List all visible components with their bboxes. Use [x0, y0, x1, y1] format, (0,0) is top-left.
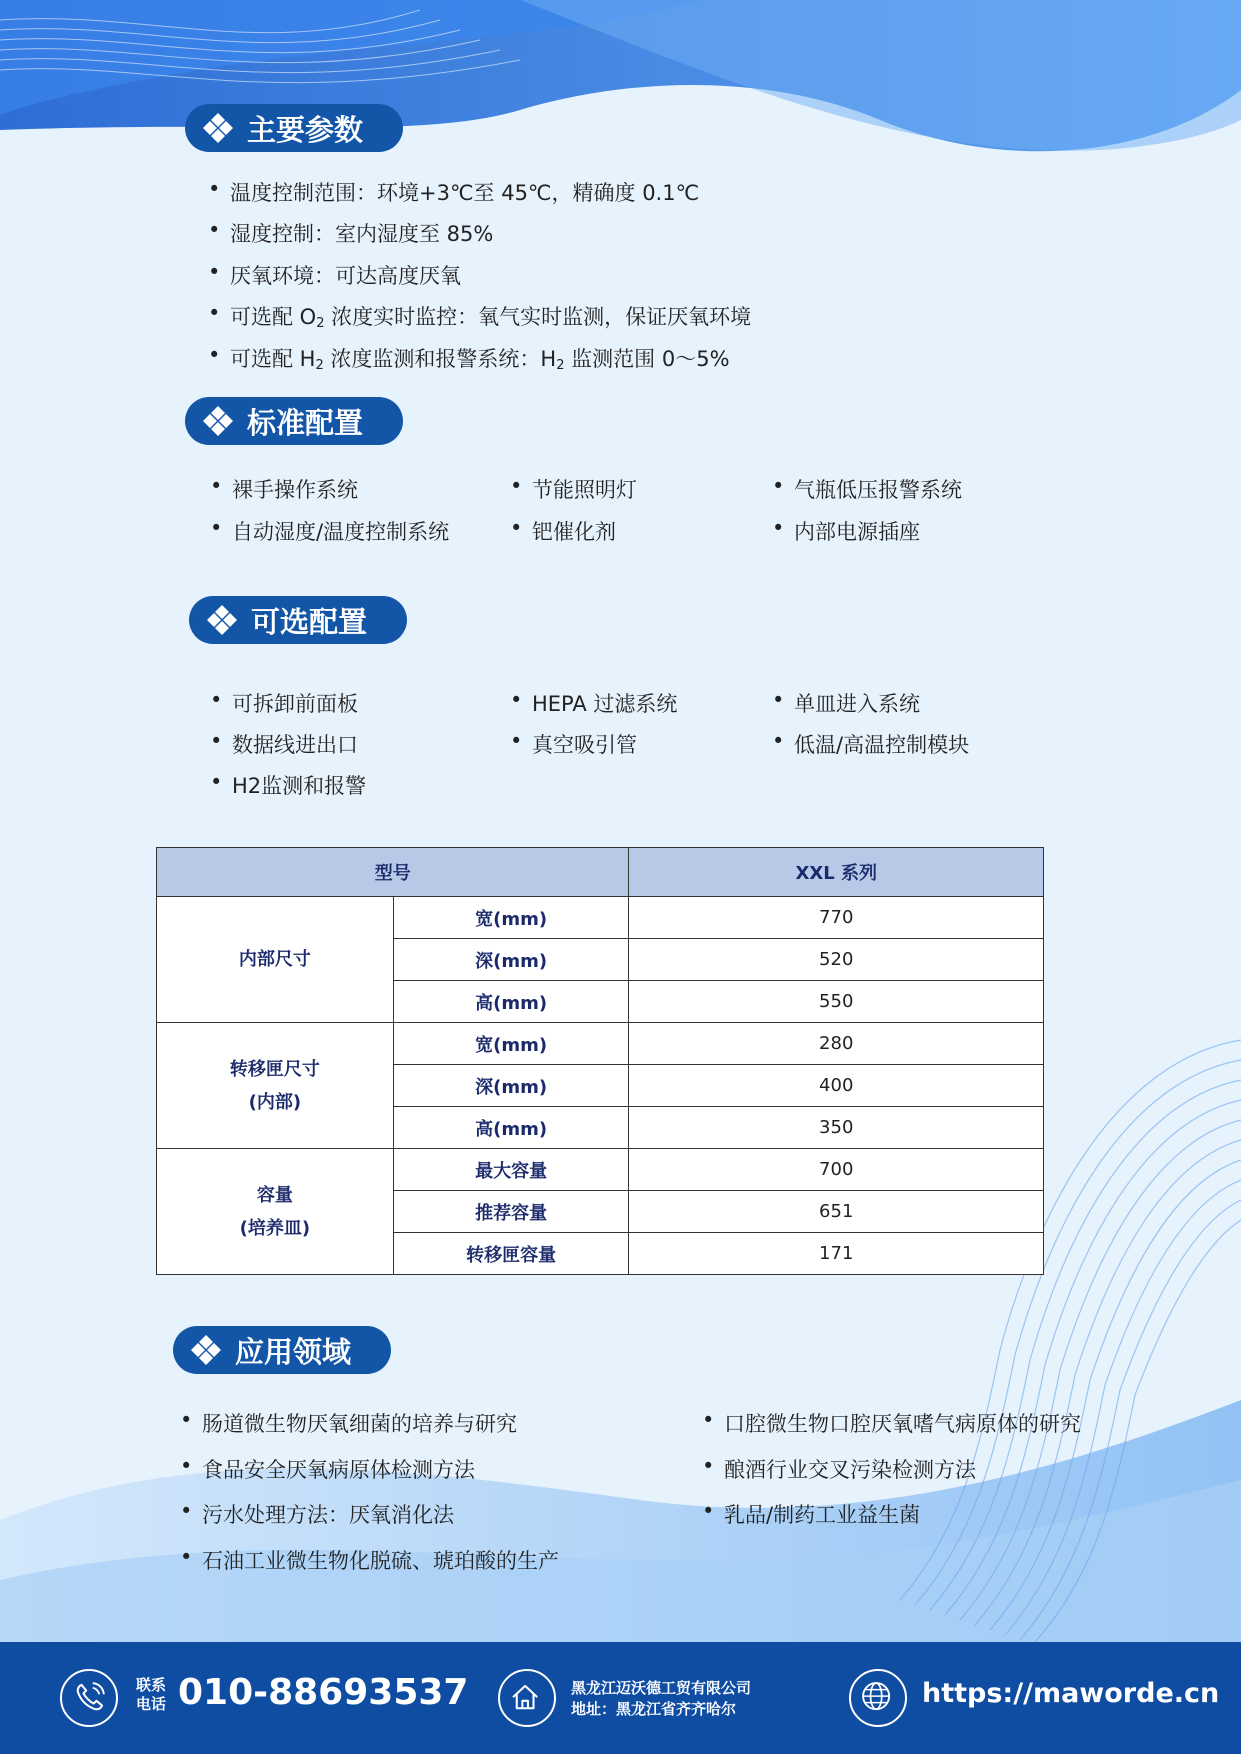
list-item: • 节能照明灯: [510, 474, 637, 504]
diamond-icon: [201, 111, 235, 145]
row-label: 高(mm): [393, 1107, 629, 1149]
list-item: • 真空吸引管: [510, 729, 637, 759]
list-item: • 裸手操作系统: [210, 474, 358, 504]
group-label: 转移匣尺寸 (内部): [157, 1023, 394, 1149]
section-title-text: 可选配置: [251, 604, 368, 639]
list-item: • 自动湿度/温度控制系统: [210, 516, 449, 546]
row-label: 推荐容量: [393, 1191, 629, 1233]
phone-number: 010-88693537: [178, 1672, 469, 1713]
list-item: • HEPA 过滤系统: [510, 688, 677, 718]
table-row: [157, 1149, 1044, 1191]
section-title-applications: [173, 1326, 391, 1374]
table-header-row: [157, 848, 1044, 897]
row-value: 700: [629, 1149, 1044, 1191]
spec-table: [156, 847, 1044, 1275]
diamond-icon: [189, 1333, 223, 1367]
contact-label: 联系 电话: [136, 1676, 167, 1713]
section-title-text: 应用领域: [235, 1334, 352, 1369]
table-row: [157, 897, 1044, 939]
list-item: • 气瓶低压报警系统: [772, 474, 962, 504]
row-value: 171: [629, 1233, 1044, 1275]
header-model: 型号: [157, 848, 629, 897]
row-label: 深(mm): [393, 1065, 629, 1107]
diamond-icon: [205, 603, 239, 637]
globe-icon: [849, 1669, 907, 1727]
row-label: 转移匣容量: [393, 1233, 629, 1275]
row-value: 770: [629, 897, 1044, 939]
list-item: • 单皿进入系统: [772, 688, 920, 718]
group-label: 内部尺寸: [157, 897, 394, 1023]
section-title-standard: [185, 397, 403, 445]
list-item: • 内部电源插座: [772, 516, 920, 546]
list-item: • 低温/高温控制模块: [772, 729, 969, 759]
phone-icon: [60, 1669, 118, 1727]
list-item: • 可拆卸前面板: [210, 688, 358, 718]
footer: [0, 1642, 1241, 1754]
list-item: • 厌氧环境：可达高度厌氧: [208, 260, 461, 290]
row-label: 深(mm): [393, 939, 629, 981]
row-label: 高(mm): [393, 981, 629, 1023]
section-title-params: [185, 104, 403, 152]
row-value: 400: [629, 1065, 1044, 1107]
row-value: 520: [629, 939, 1044, 981]
list-item: • 酿酒行业交叉污染检测方法: [702, 1454, 976, 1484]
diamond-icon: [201, 404, 235, 438]
list-item: • 数据线进出口: [210, 729, 358, 759]
home-icon: [498, 1669, 556, 1727]
section-title-text: 标准配置: [247, 405, 364, 440]
section-title-optional: [189, 596, 407, 644]
list-item: • 湿度控制：室内湿度至 85%: [208, 218, 493, 248]
list-item: • 温度控制范围：环境+3℃至 45℃，精确度 0.1℃: [208, 177, 699, 207]
row-label: 最大容量: [393, 1149, 629, 1191]
list-item: • 食品安全厌氧病原体检测方法: [180, 1454, 475, 1484]
website-link[interactable]: https://maworde.cn: [922, 1678, 1220, 1709]
row-value: 350: [629, 1107, 1044, 1149]
list-item: • 钯催化剂: [510, 516, 616, 546]
row-label: 宽(mm): [393, 1023, 629, 1065]
header-series: XXL 系列: [629, 848, 1044, 897]
list-item: • 肠道微生物厌氧细菌的培养与研究: [180, 1408, 517, 1438]
list-item: • 石油工业微生物化脱硫、琥珀酸的生产: [180, 1545, 559, 1575]
row-value: 651: [629, 1191, 1044, 1233]
list-item: • 污水处理方法：厌氧消化法: [180, 1499, 454, 1529]
group-label: 容量 (培养皿): [157, 1149, 394, 1275]
list-item: • 乳品/制药工业益生菌: [702, 1499, 920, 1529]
list-item: • H2监测和报警: [210, 770, 366, 800]
list-item: • 可选配 $H_2$ 浓度监测和报警系统：$H_2$ 监测范围 0～5%: [208, 343, 730, 373]
company-info: 黑龙江迈沃德工贸有限公司 地址：黑龙江省齐齐哈尔: [571, 1679, 752, 1718]
row-value: 550: [629, 981, 1044, 1023]
row-label: 宽(mm): [393, 897, 629, 939]
list-item: • 口腔微生物口腔厌氧嗜气病原体的研究: [702, 1408, 1081, 1438]
row-value: 280: [629, 1023, 1044, 1065]
table-row: [157, 1023, 1044, 1065]
list-item: • 可选配 $O_2$ 浓度实时监控：氧气实时监测，保证厌氧环境: [208, 301, 751, 331]
section-title-text: 主要参数: [247, 112, 364, 147]
